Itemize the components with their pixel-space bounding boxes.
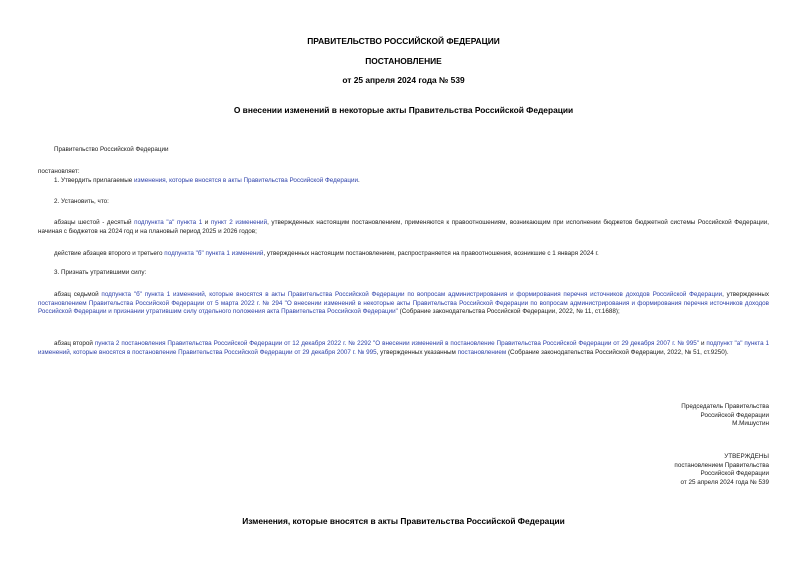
paragraph-d (38, 340, 769, 357)
paragraph-a-text: , утвержденных настоящим постановлением, применяются к правоотношениям, возникающим при исполнении бюджетов бюджетной системы Российской Федерации, начиная с бюджетов на 2024 год и на плановый период 2025 и 2026 годов; (38, 219, 769, 235)
document-title: О внесении изменений в некоторые акты Правительства Российской Федерации (233, 105, 574, 115)
approval-block (674, 453, 769, 487)
paragraph-b (54, 250, 599, 259)
paragraph-d-text: абзац второй (54, 340, 95, 347)
subparagraph-a-995-link[interactable]: подпункт "а" пункта 1 изменений, которые вносятся в постановление Правительства Российской Федерации от 29 декабря 2007 г. № 995 (38, 340, 769, 356)
paragraph-c (38, 291, 769, 317)
approval-organization: Российской Федерации (700, 470, 769, 478)
subparagraph-a-link[interactable]: подпункта "а" пункта 1 (134, 219, 203, 226)
paragraph-c-text: , утвержденных (722, 291, 770, 298)
paragraph-d-text: (Собрание законодательства Российской Федерации, 2022, № 51, ст.9250). (506, 348, 729, 356)
approval-decree: постановлением Правительства (674, 461, 769, 469)
signature-position: Председатель Правительства (681, 403, 769, 410)
subparagraph-b-changes-link[interactable]: подпункта "б" пункта 1 изменений, которые вносятся в акты Правительства Российской Федерации по вопросам администрирования и формирования перечня источников доходов Российской Федерации (101, 291, 723, 298)
document-date-number: от 25 апреля 2024 года № 539 (342, 75, 465, 85)
approval-heading: УТВЕРЖДЕНЫ (724, 453, 769, 460)
paragraph-a (38, 219, 769, 236)
approval-date-number: от 25 апреля 2024 года № 539 (680, 478, 769, 486)
decree-294-link[interactable]: постановлением Правительства Российской Федерации от 5 марта 2022 г. № 294 "О внесении изменений в некоторые акты Правительства Российской Федерации по вопросам администрирования и формирования перечня источников доходов Российской Федерации и признании утратившим силу отдельного положения акта Правительства Российской Федерации" (38, 299, 769, 316)
paragraph-a-text: и (202, 219, 211, 226)
paragraph-b-text: действие абзацев второго и третьего (54, 250, 165, 257)
subparagraph-b-link[interactable]: подпункта "б" пункта 1 изменений (164, 250, 264, 257)
point-2-link[interactable]: пункт 2 изменений (210, 219, 268, 226)
paragraph-c-text: абзац седьмой (54, 291, 102, 298)
intro-text: Правительство Российской Федерации (54, 146, 169, 153)
signature-block (681, 403, 769, 429)
paragraph-d-text: и (699, 340, 707, 347)
document-type: ПОСТАНОВЛЕНИЕ (365, 56, 442, 66)
item-1-end: . (357, 177, 360, 184)
government-heading: ПРАВИТЕЛЬСТВО РОССИЙСКОЙ ФЕДЕРАЦИИ (307, 36, 500, 46)
paragraph-d-text: , утвержденных указанным (376, 348, 458, 356)
item-3: 3. Признать утратившими силу: (54, 269, 147, 276)
signature-name: М.Мишустин (732, 420, 769, 428)
decrees-text: постановляет: (38, 168, 80, 175)
item-1-text: 1. Утвердить прилагаемые (54, 177, 134, 184)
decree-2292-link[interactable]: пункта 2 постановления Правительства Российской Федерации от 12 декабря 2022 г. № 2292 "О внесении изменений в постановление Правительства Российской Федерации от 29 декабря 2007 г. № 995" (94, 340, 700, 347)
paragraph-a-text: абзацы шестой - десятый (54, 219, 135, 226)
changes-link[interactable]: изменения, которые вносятся в акты Правительства Российской Федерации (134, 177, 358, 184)
paragraph-c-text: (Собрание законодательства Российской Федерации, 2022, № 11, ст.1688); (397, 308, 620, 316)
changes-title: Изменения, которые вносятся в акты Правительства Российской Федерации (242, 516, 565, 526)
signature-organization: Российской Федерации (700, 411, 769, 419)
decree-link[interactable]: постановлением (457, 348, 507, 356)
item-2: 2. Установить, что: (54, 198, 109, 205)
paragraph-b-text: , утвержденных настоящим постановлением, распространяется на правоотношения, возникшие с 1 января 2024 г. (263, 250, 599, 257)
item-1 (54, 177, 360, 186)
